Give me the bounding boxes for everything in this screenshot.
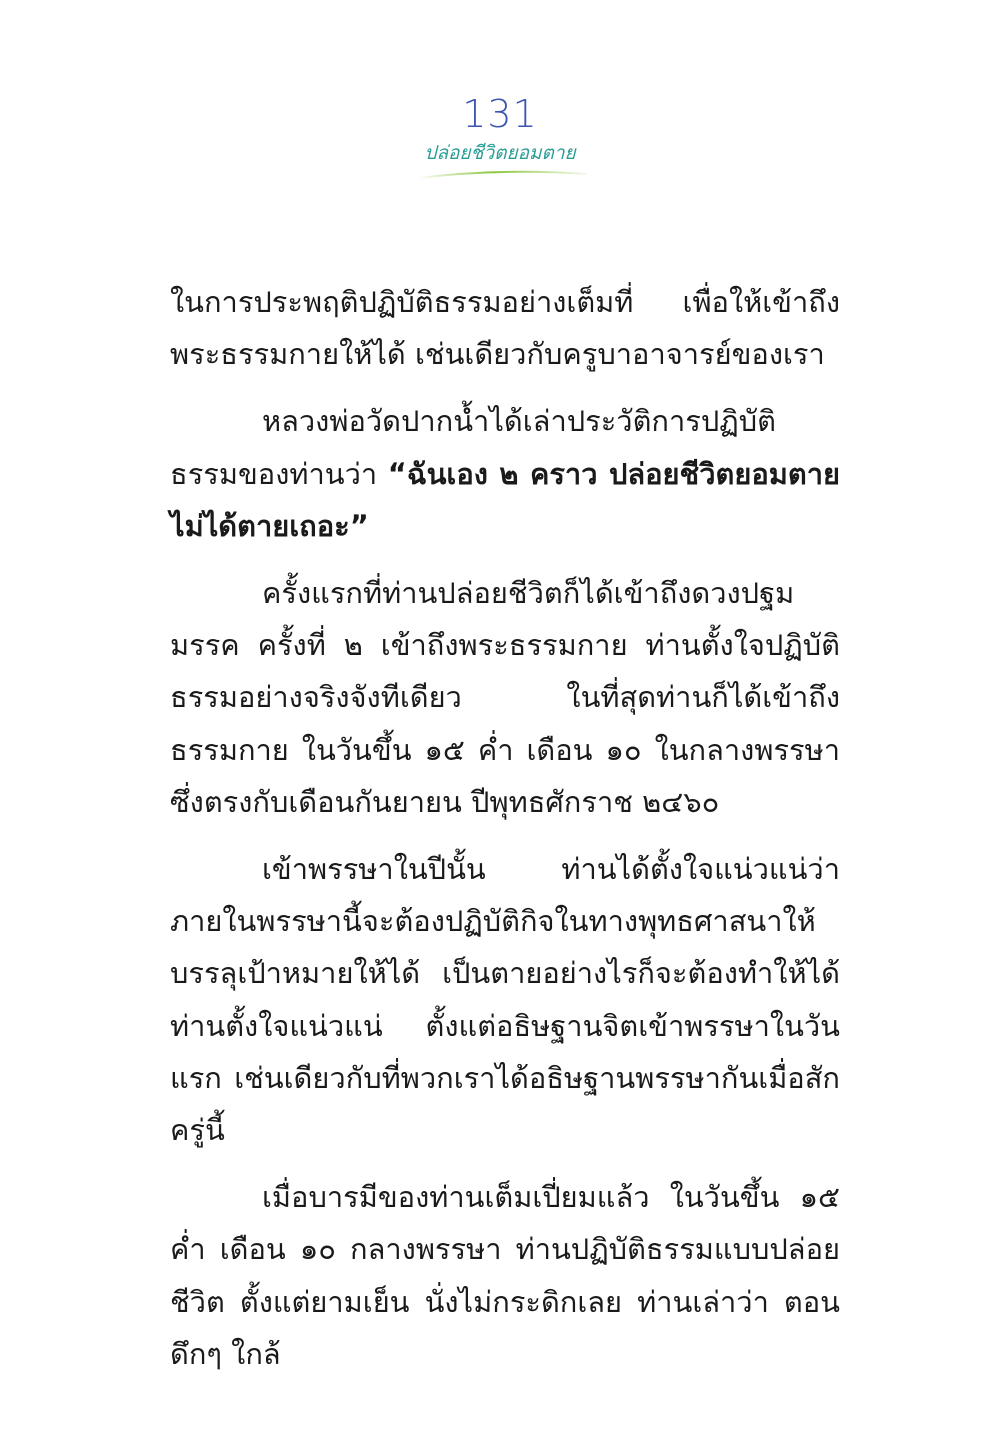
paragraph-4: เข้าพรรษาในปีนั้น ท่านได้ตั้งใจแน่วแน่ว่า ภายในพรรษานี้จะต้องปฏิบัติกิจในทางพุทธศาสนาให้บรรลุเป้าหมายให้ได้ เป็นตายอย่างไรก็จะต้องทำให้ได้ ท่านตั้งใจแน่วแน่ ตั้งแต่อธิษฐานจิตเข้าพรรษาในวันแรก เช่นเดียวกับที่พวกเราได้อธิษฐานพรรษากันเมื่อสักครู่นี้ [170,852,840,1148]
page-number: 131 [462,92,538,136]
paragraph-3: ครั้งแรกที่ท่านปล่อยชีวิตก็ได้เข้าถึงดวงปฐมมรรค ครั้งที่ ๒ เข้าถึงพระธรรมกาย ท่านตั้งใจปฏิบัติธรรมอย่างจริงจังทีเดียว ในที่สุดท่านก็ได้เข้าถึงธรรมกาย ในวันขึ้น ๑๕ ค่ำ เดือน ๑๐ ในกลางพรรษา ซึ่งตรงกับเดือนกันยายน ปีพุทธศักราช ๒๔๖๐ [170,576,840,819]
paragraph-2-lead: หลวงพ่อวัดปากน้ำได้เล่าประวัติการปฏิบัติธรรมของท่านว่า [170,404,776,491]
title-underline-swoosh-icon [400,166,600,184]
page-header [0,92,1000,184]
body-text [170,276,840,1395]
paragraph-2 [170,395,840,552]
paragraph-1: ในการประพฤติปฏิบัติธรรมอย่างเต็มที่ เพื่อให้เข้าถึงพระธรรมกายให้ได้ เช่นเดียวกับครูบาอาจารย์ของเรา [170,285,840,372]
quotation: “ฉันเอง ๒ คราว ปล่อยชีวิตยอมตาย ไม่ได้ตายเถอะ” [170,456,840,543]
chapter-title: ปล่อยชีวิตยอมตาย [424,142,576,164]
paragraph-5: เมื่อบารมีของท่านเต็มเปี่ยมแล้ว ในวันขึ้น ๑๕ ค่ำ เดือน ๑๐ กลางพรรษา ท่านปฏิบัติธรรมแบบปล่อยชีวิต ตั้งแต่ยามเย็น นั่งไม่กระดิกเลย ท่านเล่าว่า ตอนดึกๆ ใกล้ [170,1180,840,1371]
